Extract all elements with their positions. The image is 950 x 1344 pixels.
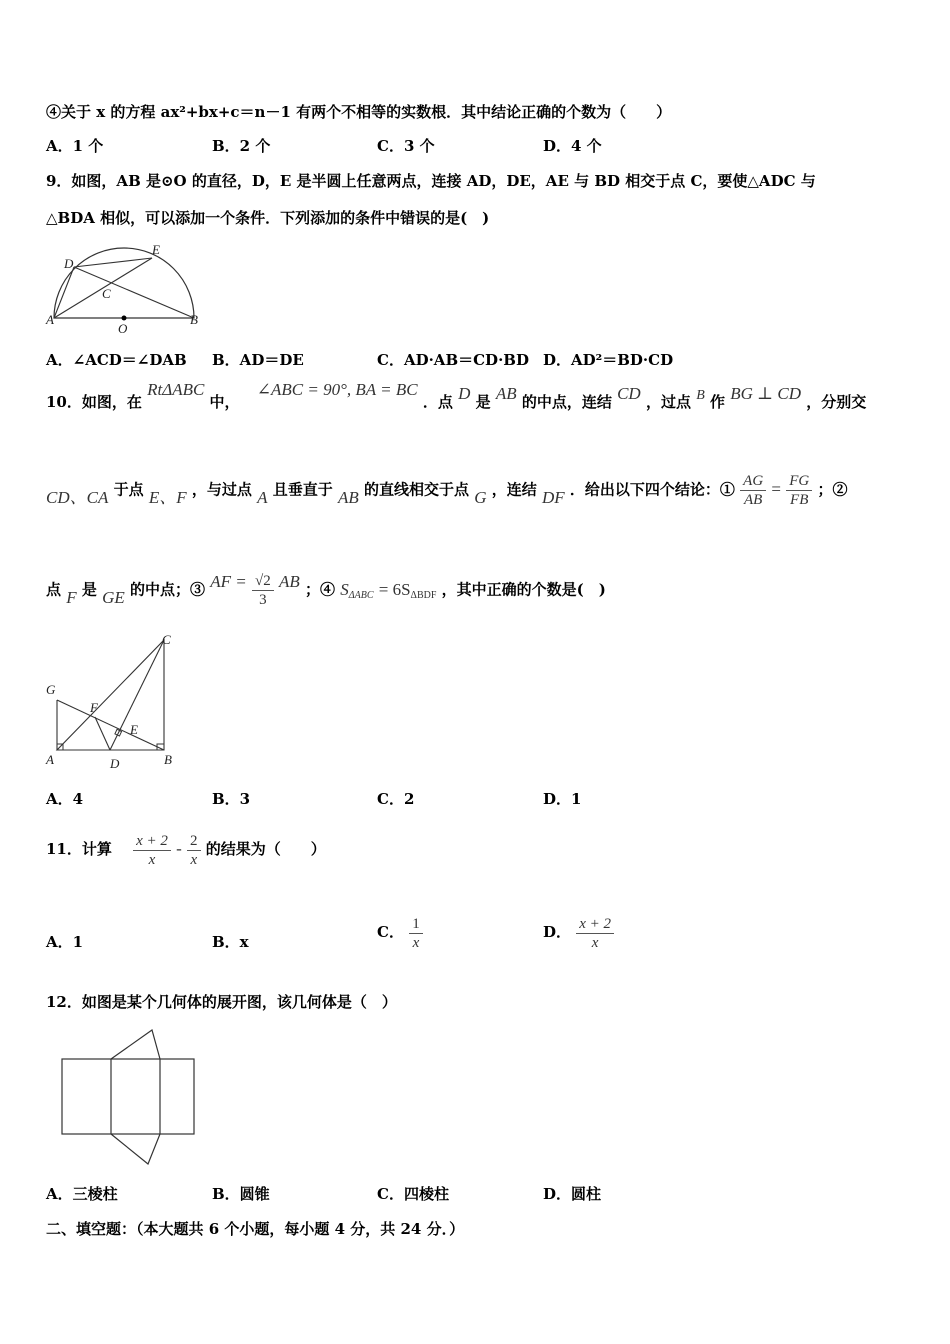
q11-minus: - [176, 839, 182, 858]
segment-gb [57, 700, 164, 750]
q10-frac-sqrt2-3 [252, 572, 274, 609]
q8-option-a: A．1 个 [46, 137, 104, 155]
q10-text-l3c: 的中点；③ [130, 580, 206, 599]
q8-statement-4: ④关于 x 的方程 ax²+bx+c＝n－1 有两个不相等的实数根．其中结论正确的个数为（ ） [46, 103, 672, 121]
frac-three: 3 [259, 592, 267, 608]
q10-points-ef: E、F [148, 487, 187, 507]
area-s1: S [340, 579, 349, 599]
label-b: B [164, 752, 172, 767]
q10-text-f: ，过点 [645, 393, 691, 411]
q11-frac2-den: x [190, 851, 198, 868]
q11-text-b: 的结果为（ ） [205, 840, 326, 858]
label-g: G [46, 682, 56, 697]
frac-ab: AB [743, 492, 763, 508]
label-d: D [64, 256, 74, 271]
frac-fg: FG [786, 472, 812, 491]
label-a: A [46, 312, 54, 327]
label-b: B [190, 312, 198, 327]
q10-text-e: 的中点，连结 [521, 393, 612, 411]
q12-option-d: D．圆柱 [543, 1185, 602, 1203]
semicircle-outline [54, 248, 194, 318]
q10-option-c: C．2 [377, 790, 415, 808]
segment-df [95, 717, 110, 750]
label-f: F [90, 700, 98, 715]
section-2-heading: 二、填空题：（本大题共 6 个小题，每小题 4 分，共 24 分．） [46, 1220, 465, 1238]
q11-stem [46, 826, 326, 872]
label-d: D [110, 756, 120, 771]
q11-option-c-label: C． [377, 923, 404, 941]
area-s2-sub: ΔBDF [410, 589, 437, 601]
segment-db [74, 267, 194, 318]
q11-option-d-frac [576, 915, 614, 952]
q10-stem-line1 [46, 380, 867, 414]
net-top-triangle [111, 1030, 160, 1059]
q12-stem: 12．如图是某个几何体的展开图，该几何体是（ ） [46, 993, 397, 1011]
q10-text-l2c: 且垂直于 [272, 480, 333, 499]
q9-option-c: C．AD·AB＝CD·BD [377, 351, 529, 369]
area-eq-text: = 6S [378, 579, 411, 599]
label-e: E [130, 722, 138, 737]
q10-text-b: 中， [209, 393, 240, 411]
q12-option-a: A．三棱柱 [46, 1185, 118, 1203]
q10-text-l3d: ；④ [305, 580, 336, 599]
q11-option-d-den: x [591, 934, 599, 951]
q10-seg-cd: CD [617, 384, 641, 403]
q10-text-l2a: 于点 [113, 480, 144, 499]
net-rectangles [62, 1059, 194, 1134]
q9-stem-line2: △BDA 相似，可以添加一个条件．下列添加的条件中错误的是( ) [46, 209, 490, 227]
label-o: O [118, 321, 128, 336]
q10-seg-ge: GE [102, 587, 125, 607]
q12-option-c: C．四棱柱 [377, 1185, 449, 1203]
q10-point-g: G [474, 487, 487, 507]
q10-seg-ab-3: AB [278, 571, 300, 591]
q11-option-d [543, 909, 614, 955]
q11-option-c-den: x [412, 934, 420, 951]
q10-text-l3b: 是 [81, 580, 97, 599]
q8-option-c: C．3 个 [377, 137, 435, 155]
q10-stem-line2 [46, 472, 847, 509]
q11-option-c-frac [409, 915, 423, 952]
q10-text-h: ，分别交 [806, 393, 867, 411]
q10-text-g: 作 [710, 393, 726, 411]
area-s1-sub: ΔABC [348, 589, 374, 601]
q11-option-b: B．x [212, 933, 249, 951]
frac-fb: FB [790, 492, 809, 508]
q10-frac-fg-fb [786, 472, 812, 509]
q10-bg-perp: BG ⊥ CD [730, 384, 802, 403]
q8-option-d: D．4 个 [543, 137, 602, 155]
label-a: A [46, 752, 54, 767]
frac-ag: AG [740, 472, 766, 491]
q9-option-d: D．AD²＝BD·CD [543, 351, 674, 369]
q11-frac2-num: 2 [187, 832, 201, 851]
q10-text-l3e: ，其中正确的个数是( ) [441, 580, 606, 599]
q10-area-abc [340, 580, 373, 599]
q11-option-d-num: x + 2 [576, 915, 614, 934]
frac-sqrt2: √2 [252, 572, 274, 591]
q10-af-eq: AF = [210, 571, 247, 591]
q10-stem-line3 [46, 572, 606, 609]
label-c: C [102, 286, 111, 301]
q10-frac-ag-ab [740, 472, 766, 509]
q11-frac1-num: x + 2 [133, 832, 171, 851]
q11-frac1-den: x [148, 851, 156, 868]
q10-option-b: B．3 [212, 790, 251, 808]
center-point-o [122, 316, 127, 321]
q10-rt-triangle: RtΔABC [147, 380, 205, 399]
q10-text-l3a: 点 [46, 580, 62, 599]
q9-stem-line1: 9．如图，AB 是⊙O 的直径，D，E 是半圆上任意两点，连接 AD，DE，AE 与 BD 相交于点 C，要使△ADC 与 [46, 172, 816, 190]
q10-text-d: 是 [475, 393, 491, 411]
segment-ad [54, 267, 74, 318]
q10-text-l2g: ；② [817, 480, 848, 499]
q11-option-d-label: D． [543, 923, 572, 941]
q10-text-l2f: ．给出以下四个结论：① [569, 480, 735, 499]
q10-seg-ab-2: AB [337, 487, 359, 507]
net-bottom-triangle [111, 1134, 160, 1164]
q10-point-b: B [696, 388, 705, 403]
q10-text-l2b: ，与过点 [191, 480, 252, 499]
q10-cd-ca: CD、CA [46, 487, 109, 507]
q11-text-a: 11．计算 [46, 840, 112, 858]
q10-text-l2e: ，连结 [491, 480, 537, 499]
q8-option-b: B．2 个 [212, 137, 271, 155]
q10-equals: = [771, 479, 781, 499]
q9-option-a: A．∠ACD＝∠DAB [46, 351, 187, 369]
label-e: E [152, 242, 160, 257]
q10-seg-ab: AB [495, 384, 517, 403]
q10-point-f: F [66, 587, 77, 607]
q11-frac-2 [187, 832, 201, 869]
triangle-abc [57, 640, 164, 750]
q10-text-a: 10．如图，在 [46, 393, 142, 411]
q10-option-d: D．1 [543, 790, 582, 808]
q10-angle-condition: ∠ABC = 90°, BA = BC [256, 380, 418, 399]
q11-option-c [377, 909, 423, 955]
q10-triangle-figure [40, 630, 190, 772]
q10-option-a: A．4 [46, 790, 84, 808]
q12-net-figure [56, 1026, 201, 1171]
q11-option-a: A．1 [46, 933, 84, 951]
q12-option-b: B．圆锥 [212, 1185, 270, 1203]
label-c: C [162, 632, 171, 647]
q10-point-d: D [458, 384, 471, 403]
q9-option-b: B．AD＝DE [212, 351, 304, 369]
q10-area-eq [379, 580, 437, 599]
q9-semicircle-figure [40, 240, 220, 336]
q11-frac-1 [133, 832, 171, 869]
q11-option-c-num: 1 [409, 915, 423, 934]
q10-seg-df: DF [542, 487, 565, 507]
q10-text-l2d: 的直线相交于点 [363, 480, 469, 499]
q10-text-c: ．点 [422, 393, 453, 411]
q10-point-a: A [257, 487, 268, 507]
